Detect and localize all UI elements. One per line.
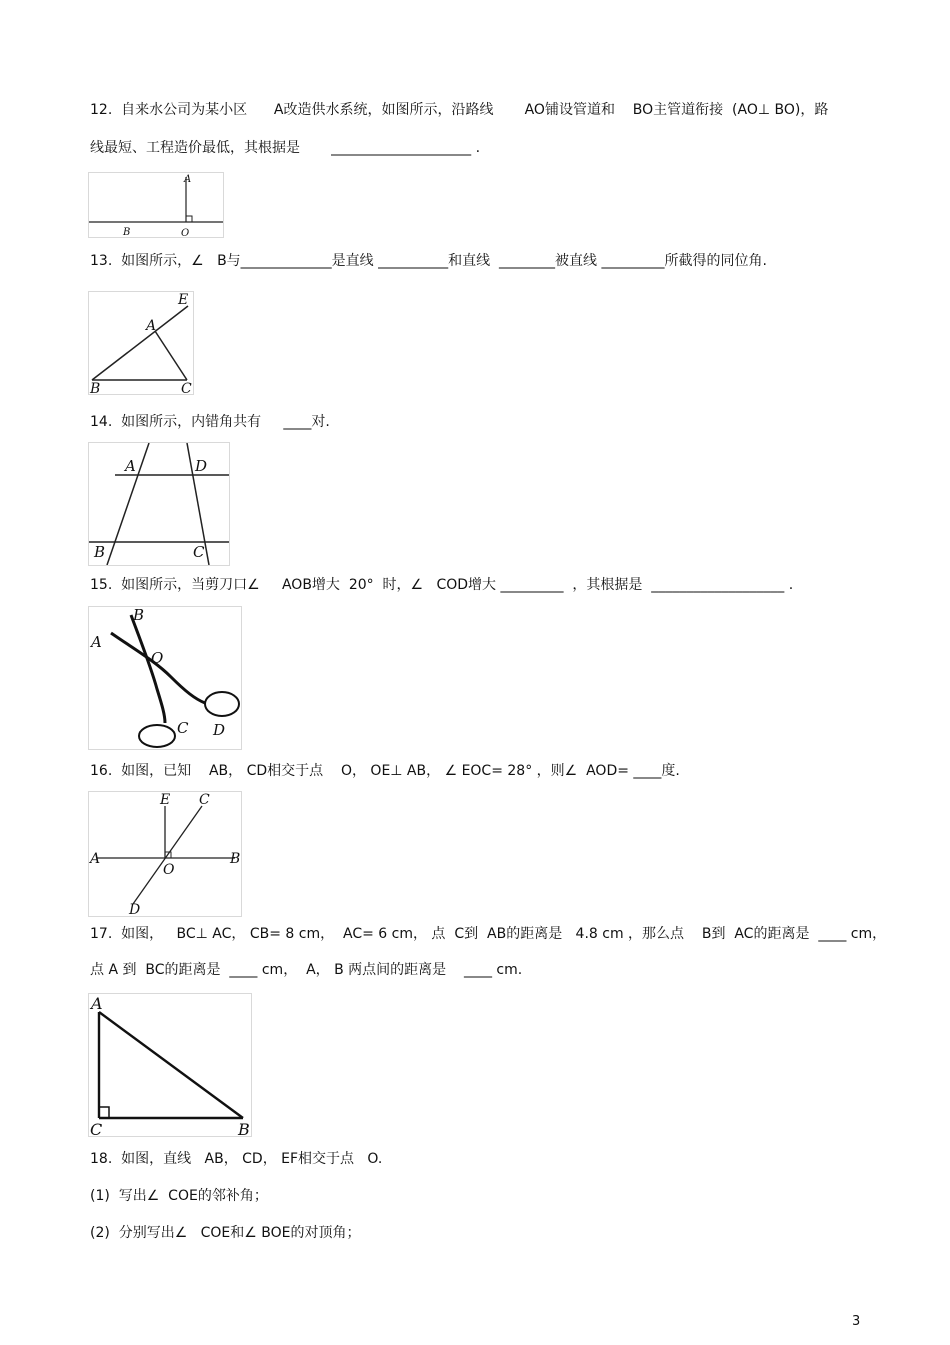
q15-figure xyxy=(88,606,242,750)
q12-label-a: A xyxy=(184,174,192,185)
q14-text-line1: 14. 如图所示，内错角共有 ____对. xyxy=(90,414,330,430)
q14-figure xyxy=(88,442,230,566)
q13-label-e: E xyxy=(178,292,189,308)
q17-label-c: C xyxy=(90,1120,103,1136)
q16-text-line1: 16. 如图，已知 AB， CD相交于点 O， OE⊥ AB， ∠ EOC= 28° ，则∠ AOD= ____度. xyxy=(90,763,680,779)
q17-label-b: B xyxy=(238,1120,250,1136)
q13-label-b: B xyxy=(90,381,101,394)
q12-figure xyxy=(88,172,224,238)
q15-label-c: C xyxy=(177,719,189,737)
q13-label-c: C xyxy=(181,381,192,394)
q13-label-a: A xyxy=(146,318,157,334)
page-number: 3 xyxy=(852,1314,861,1329)
q12-label-b: B xyxy=(123,227,131,237)
q17-label-a: A xyxy=(91,994,103,1013)
q13-text-line1: 13. 如图所示，∠ B与_____________是直线 __________和直线 ________被直线 _________所截得的同位角. xyxy=(90,253,767,269)
q15-label-a: A xyxy=(91,633,102,651)
q17-text-line2: 点 A 到 BC的距离是 ____ cm， A， B 两点间的距离是 ____ cm. xyxy=(90,962,523,978)
q12-text-line2: 线最短、工程造价最低，其根据是 ____________________ . xyxy=(90,140,481,156)
q15-label-o: O xyxy=(151,649,164,667)
q17-figure xyxy=(88,993,252,1137)
q16-figure xyxy=(88,791,242,917)
q16-label-e: E xyxy=(160,792,171,808)
q15-text-line1: 15. 如图所示，当剪刀口∠ AOB增大 20° 时，∠ COD增大 _________ ，其根据是 ___________________ . xyxy=(90,577,794,593)
q16-label-o: O xyxy=(163,862,175,878)
q18-part1: (1) 写出∠ COE的邻补角； xyxy=(90,1188,268,1204)
q13-figure xyxy=(88,291,194,395)
q14-label-d: D xyxy=(195,457,208,475)
q16-label-a: A xyxy=(90,851,101,867)
q12-text-line1: 12. 自来水公司为某小区 A改造供水系统，如图所示，沿路线 AO铺设管道和 BO主管道衔接 (AO⊥ BO)，路 xyxy=(90,102,829,118)
q14-label-c: C xyxy=(193,543,205,561)
q18-text-line1: 18. 如图，直线 AB， CD， EF相交于点 O. xyxy=(90,1151,383,1167)
q16-label-d: D xyxy=(129,902,141,916)
q16-label-b: B xyxy=(230,851,241,867)
q14-label-a: A xyxy=(125,457,136,475)
q17-text-line1: 17. 如图， BC⊥ AC， CB= 8 cm， AC= 6 cm， 点 C到 AB的距离是 4.8 cm ，那么点 B到 AC的距离是 ____ cm， xyxy=(90,926,887,942)
q16-label-c: C xyxy=(199,792,210,808)
q15-label-b: B xyxy=(133,607,145,624)
q14-label-b: B xyxy=(94,543,106,561)
q15-label-d: D xyxy=(213,721,226,739)
q18-part2: (2) 分别写出∠ COE和∠ BOE的对顶角； xyxy=(90,1225,361,1241)
q12-label-o: O xyxy=(181,228,190,237)
